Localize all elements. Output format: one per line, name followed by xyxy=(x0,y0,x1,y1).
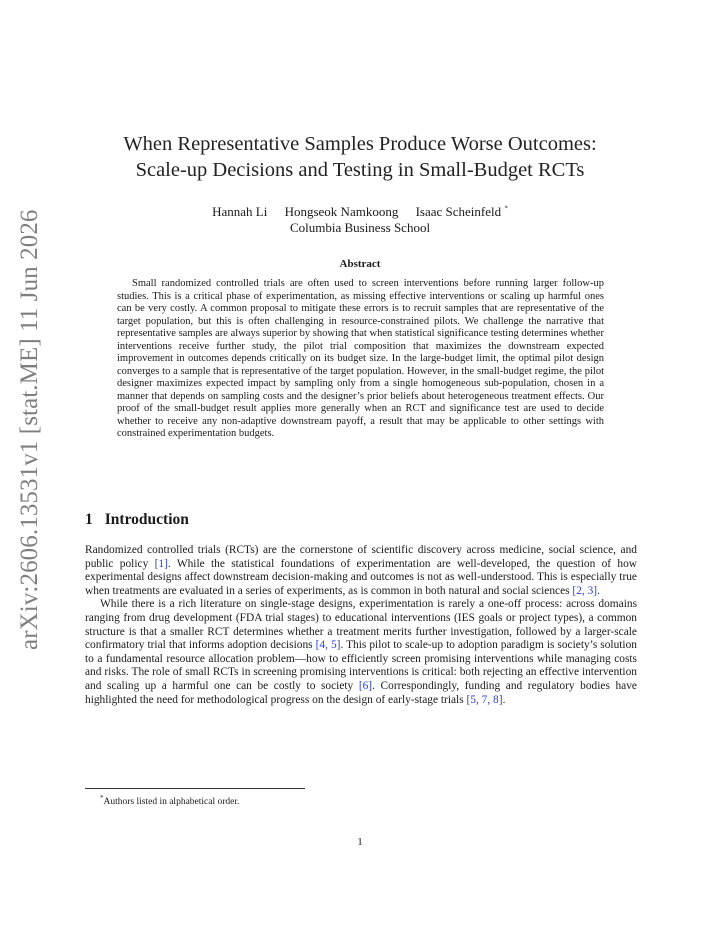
footnote-mark: * xyxy=(100,794,104,802)
title-line-2: Scale-up Decisions and Testing in Small-Budget RCTs xyxy=(135,159,585,181)
paper-title xyxy=(85,131,635,183)
footnote-divider xyxy=(85,788,305,789)
footnote-text: Authors listed in alphabetical order. xyxy=(103,797,240,808)
section-number: 1 xyxy=(85,511,93,528)
paragraph-1: Randomized controlled trials (RCTs) are the cornerstone of scientific discovery across medicine, social science, and public policy [1]. While the statistical foundations of experimentation are well-developed, the question of how experimental designs affect downstream decision-making and outcomes is not as well-understood. This is especially true when treatments are evaluated in a series of experiments, as is common in both natural and social sciences [2, 3]. xyxy=(85,544,638,597)
citation-link[interactable]: [1] xyxy=(154,557,168,570)
citation-link[interactable]: [2, 3] xyxy=(572,584,598,597)
citation-link[interactable]: [4, 5] xyxy=(315,639,341,652)
citation-link[interactable]: [6] xyxy=(358,679,373,692)
author-1: Hannah Li xyxy=(212,204,268,220)
arxiv-identifier-stamp: arXiv:2606.13531v1 [stat.ME] 11 Jun 2026 xyxy=(16,209,43,650)
abstract-heading: Abstract xyxy=(339,258,381,270)
citation-link[interactable]: [5, 7, 8] xyxy=(466,693,503,706)
author-3: Isaac Scheinfeld * xyxy=(415,204,508,220)
footnote xyxy=(100,792,239,808)
section-title: Introduction xyxy=(104,511,189,528)
section-heading xyxy=(85,510,189,530)
page-number: 1 xyxy=(357,836,363,848)
author-footnote-mark: * xyxy=(504,205,508,213)
title-line-1: When Representative Samples Produce Worse Outcomes: xyxy=(123,133,597,155)
paragraph-2: While there is a rich literature on single-stage designs, experimentation is rarely a one-off process: across domains ranging from drug development (FDA trial stages) to educational interventions (IES goals or project types), a common structure is that a smaller RCT determines whether a treatment merits further investigation, followed by a larger-scale confirmatory trial that informs adoption decisions [4, 5]. This pilot to scale-up to adoption paradigm is society’s solution to a fundamental resource allocation problem—how to efficiently screen promising interventions while managing costs and risks. The role of small RCTs in screening promising interventions is critical: both rejecting an effective intervention and scaling up a harmful one can be costly to society [6]. Correspondingly, funding and regulatory bodies have highlighted the need for methodological progress on the design of early-stage trials [5, 7, 8]. xyxy=(85,598,637,706)
author-2: Hongseok Namkoong xyxy=(284,204,399,220)
introduction-body xyxy=(85,544,637,707)
abstract-text: Small randomized controlled trials are often used to screen interventions before running larger follow-up studies. This is a critical phase of experimentation, as missing effective interventions or scaling up harmful ones can be very costly. A common proposal to mitigate these errors is to recruit samples that are representative of the target population, but this is often challenging in resource-constrained pilots. We challenge the narrative that representative samples are always superior by showing that when statistical significance testing determines whether interventions receive further study, the pilot trial composition that maximizes the downstream expected improvement in outcomes depends critically on its budget size. In the large-budget limit, the optimal pilot design converges to a sample that is representative of the target population. However, in the small-budget regime, the pilot designer maximizes expected impact by sampling only from a single homogeneous sub-population, chosen in a manner that depends on sampling costs and the designer’s prior beliefs about heterogeneous treatment effects. Our proof of the small-budget result applies more generally when an RCT and significance test are used to decide whether to receive any non-adaptive downstream payoff, a result that may be applicable to other settings with constrained experimentation budgets. xyxy=(117,278,604,439)
affiliation: Columbia Business School xyxy=(289,220,431,235)
